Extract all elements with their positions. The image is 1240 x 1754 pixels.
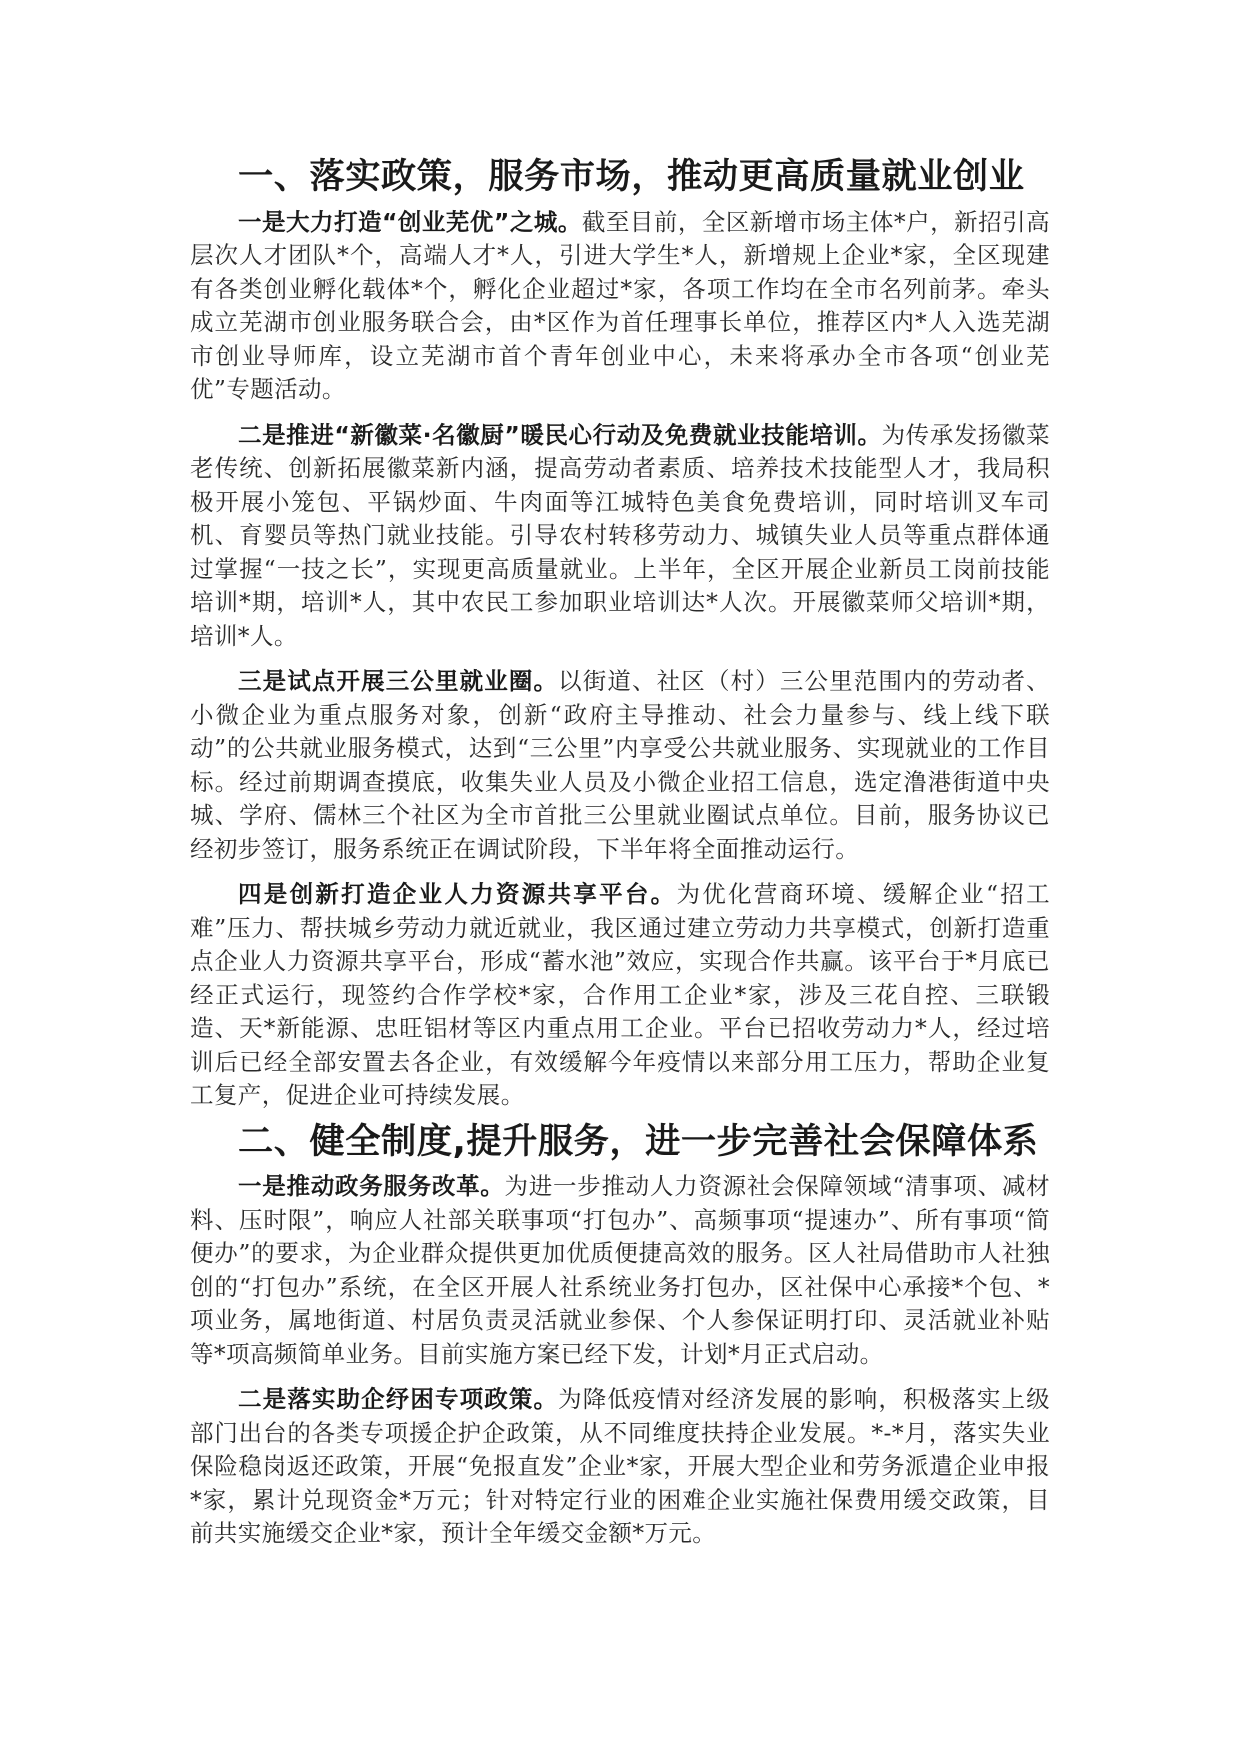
paragraph-lead: 三是试点开展三公里就业圈。 — [238, 667, 559, 695]
paragraph-1-4 — [190, 878, 1050, 1113]
paragraph-lead: 四是创新打造企业人力资源共享平台。 — [238, 880, 677, 908]
paragraph-lead: 二是推进“新徽菜·名徽厨”暖民心行动及免费就业技能培训。 — [238, 420, 882, 449]
paragraph-text: 为降低疫情对经济发展的影响，积极落实上级部门出台的各类专项援企护企政策，从不同维度扶持企业发展。*-*月，落实失业保险稳岗返还政策，开展“免报直发”企业*家，开展大型企业和劳务派遣企业申报*家，累计兑现资金*万元；针对特定行业的困难企业实施社保费用缓交政策，目前共实施缓交企业*家，预计全年缓交金额*万元。 — [190, 1385, 1051, 1547]
paragraph-lead: 二是落实助企纾困专项政策。 — [238, 1385, 559, 1413]
section-heading-2: 二、健全制度,提升服务，进一步完善社会保障体系 — [238, 1120, 1039, 1162]
paragraph-text: 以街道、社区（村）三公里范围内的劳动者、小微企业为重点服务对象，创新“政府主导推动、社会力量参与、线上线下联动”的公共就业服务模式，达到“三公里”内享受公共就业服务、实现就业的工作目标。经过前期调查摸底，收集失业人员及小微企业招工信息，选定澛港街道中央城、学府、儒林三个社区为全市首批三公里就业圈试点单位。目前，服务协议已经初步签订，服务系统正在调试阶段，下半年将全面推动运行。 — [190, 667, 1051, 863]
paragraph-2-2 — [190, 1383, 1050, 1551]
document-page — [190, 156, 1051, 1563]
paragraph-text: 为优化营商环境、缓解企业“招工难”压力、帮扶城乡劳动力就近就业，我区通过建立劳动力共享模式，创新打造重点企业人力资源共享平台，形成“蓄水池”效应，实现合作共赢。该平台于*月底已经正式运行，现签约合作学校*家，合作用工企业*家，涉及三花自控、三联锻造、天*新能源、忠旺铝材等区内重点用工企业。平台已招收劳动力*人，经过培训后已经全部安置去各企业，有效缓解今年疫情以来部分用工压力，帮助企业复工复产，促进企业可持续发展。 — [190, 880, 1050, 1109]
paragraph-1-1 — [190, 206, 1050, 407]
paragraph-1-2 — [190, 419, 1050, 654]
paragraph-text: 为进一步推动人力资源社会保障领域“清事项、减材料、压时限”，响应人社部关联事项“打包办”、高频事项“提速办”、所有事项“简便办”的要求，为企业群众提供更加优质便捷高效的服务。区人社局借助市人社独创的“打包办”系统，在全区开展人社系统业务打包办，区社保中心承接*个包、*项业务，属地街道、村居负责灵活就业参保、个人参保证明打印、灵活就业补贴等*项高频简单业务。目前实施方案已经下发，计划*月正式启动。 — [190, 1172, 1050, 1368]
section-heading-1: 一、落实政策，服务市场，推动更高质量就业创业 — [238, 156, 1025, 197]
paragraph-lead: 一是推动政务服务改革。 — [238, 1172, 505, 1200]
paragraph-text: 为传承发扬徽菜老传统、创新拓展徽菜新内涵，提高劳动者素质、培养技术技能型人才，我局积极开展小笼包、平锅炒面、牛肉面等江城特色美食免费培训，同时培训叉车司机、育婴员等热门就业技能。引导农村转移劳动力、城镇失业人员等重点群体通过掌握“一技之长”，实现更高质量就业。上半年，全区开展企业新员工岗前技能培训*期，培训*人，其中农民工参加职业培训达*人次。开展徽菜师父培训*期，培训*人。 — [190, 420, 1050, 650]
paragraph-1-3 — [190, 665, 1050, 866]
paragraph-lead: 一是大力打造“创业芜优”之城。 — [238, 207, 582, 236]
paragraph-2-1 — [190, 1170, 1050, 1371]
paragraph-text: 截至目前，全区新增市场主体*户，新招引高层次人才团队*个，高端人才*人，引进大学生*人，新增规上企业*家，全区现建有各类创业孵化载体*个，孵化企业超过*家，各项工作均在全市名列前茅。牵头成立芜湖市创业服务联合会，由*区作为首任理事长单位，推荐区内*人入选芜湖市创业导师库，设立芜湖市首个青年创业中心，未来将承办全市各项“创业芜优”专题活动。 — [190, 207, 1051, 403]
